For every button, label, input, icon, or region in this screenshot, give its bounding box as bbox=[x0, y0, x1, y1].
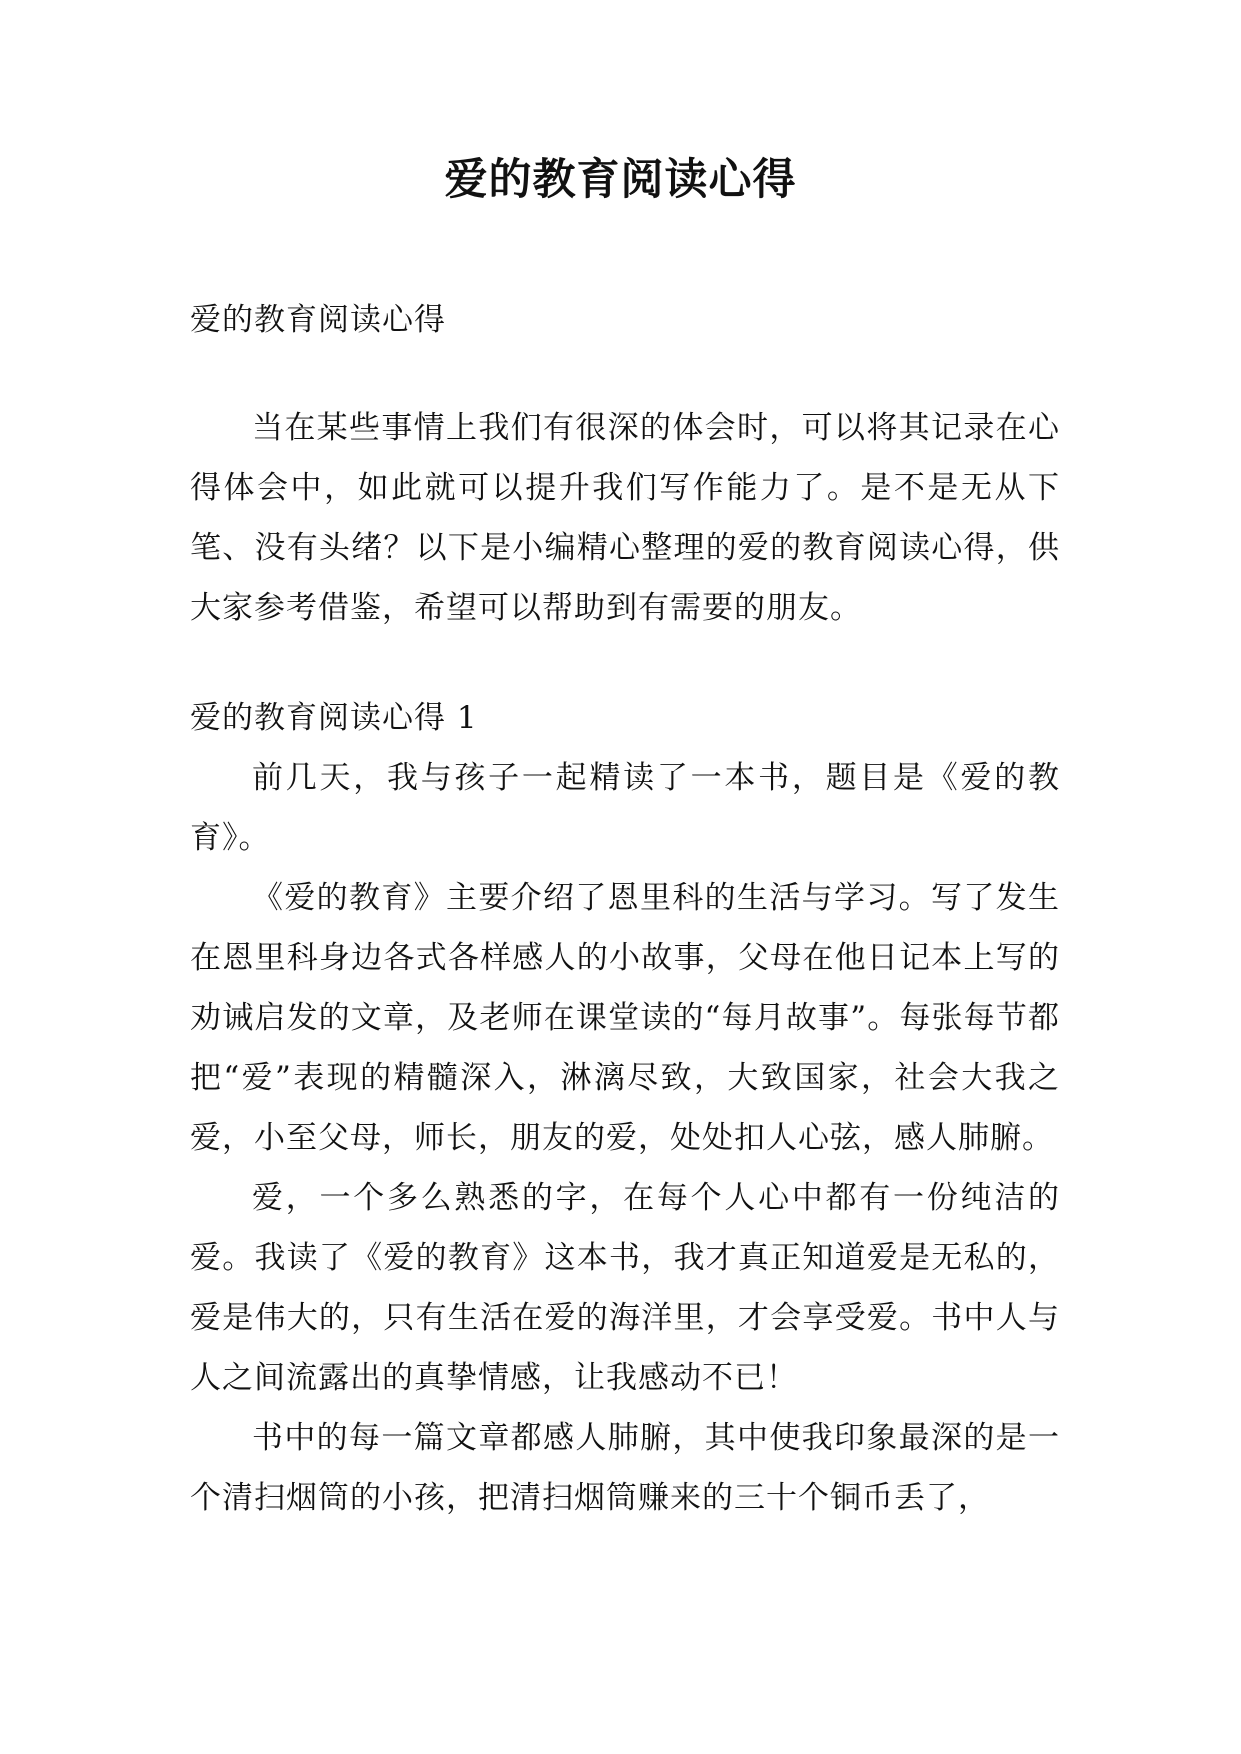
body-paragraph: 书中的每一篇文章都感人肺腑，其中使我印象最深的是一个清扫烟筒的小孩，把清扫烟筒赚来的三十个铜币丢了， bbox=[190, 1420, 1060, 1516]
document-title: 爱的教育阅读心得 bbox=[444, 155, 797, 205]
document-subtitle: 爱的教育阅读心得 bbox=[190, 302, 446, 338]
intro-paragraph: 当在某些事情上我们有很深的体会时，可以将其记录在心得体会中，如此就可以提升我们写作能力了。是不是无从下笔、没有头绪？以下是小编精心整理的爱的教育阅读心得，供大家参考借鉴，希望可以帮助到有需要的朋友。 bbox=[190, 410, 1060, 626]
section-heading: 爱的教育阅读心得 1 bbox=[190, 700, 478, 736]
body-paragraph: 爱，一个多么熟悉的字，在每个人心中都有一份纯洁的爱。我读了《爱的教育》这本书，我才真正知道爱是无私的，爱是伟大的，只有生活在爱的海洋里，才会享受爱。书中人与人之间流露出的真挚情感，让我感动不已！ bbox=[190, 1180, 1060, 1396]
body-paragraph: 《爱的教育》主要介绍了恩里科的生活与学习。写了发生在恩里科身边各式各样感人的小故事，父母在他日记本上写的劝诫启发的文章，及老师在课堂读的“每月故事”。每张每节都把“爱”表现的精髓深入，淋漓尽致，大致国家，社会大我之爱，小至父母，师长，朋友的爱，处处扣人心弦，感人肺腑。 bbox=[190, 880, 1060, 1156]
document-body bbox=[190, 290, 1060, 1528]
body-paragraph: 前几天，我与孩子一起精读了一本书，题目是《爱的教育》。 bbox=[190, 760, 1060, 856]
